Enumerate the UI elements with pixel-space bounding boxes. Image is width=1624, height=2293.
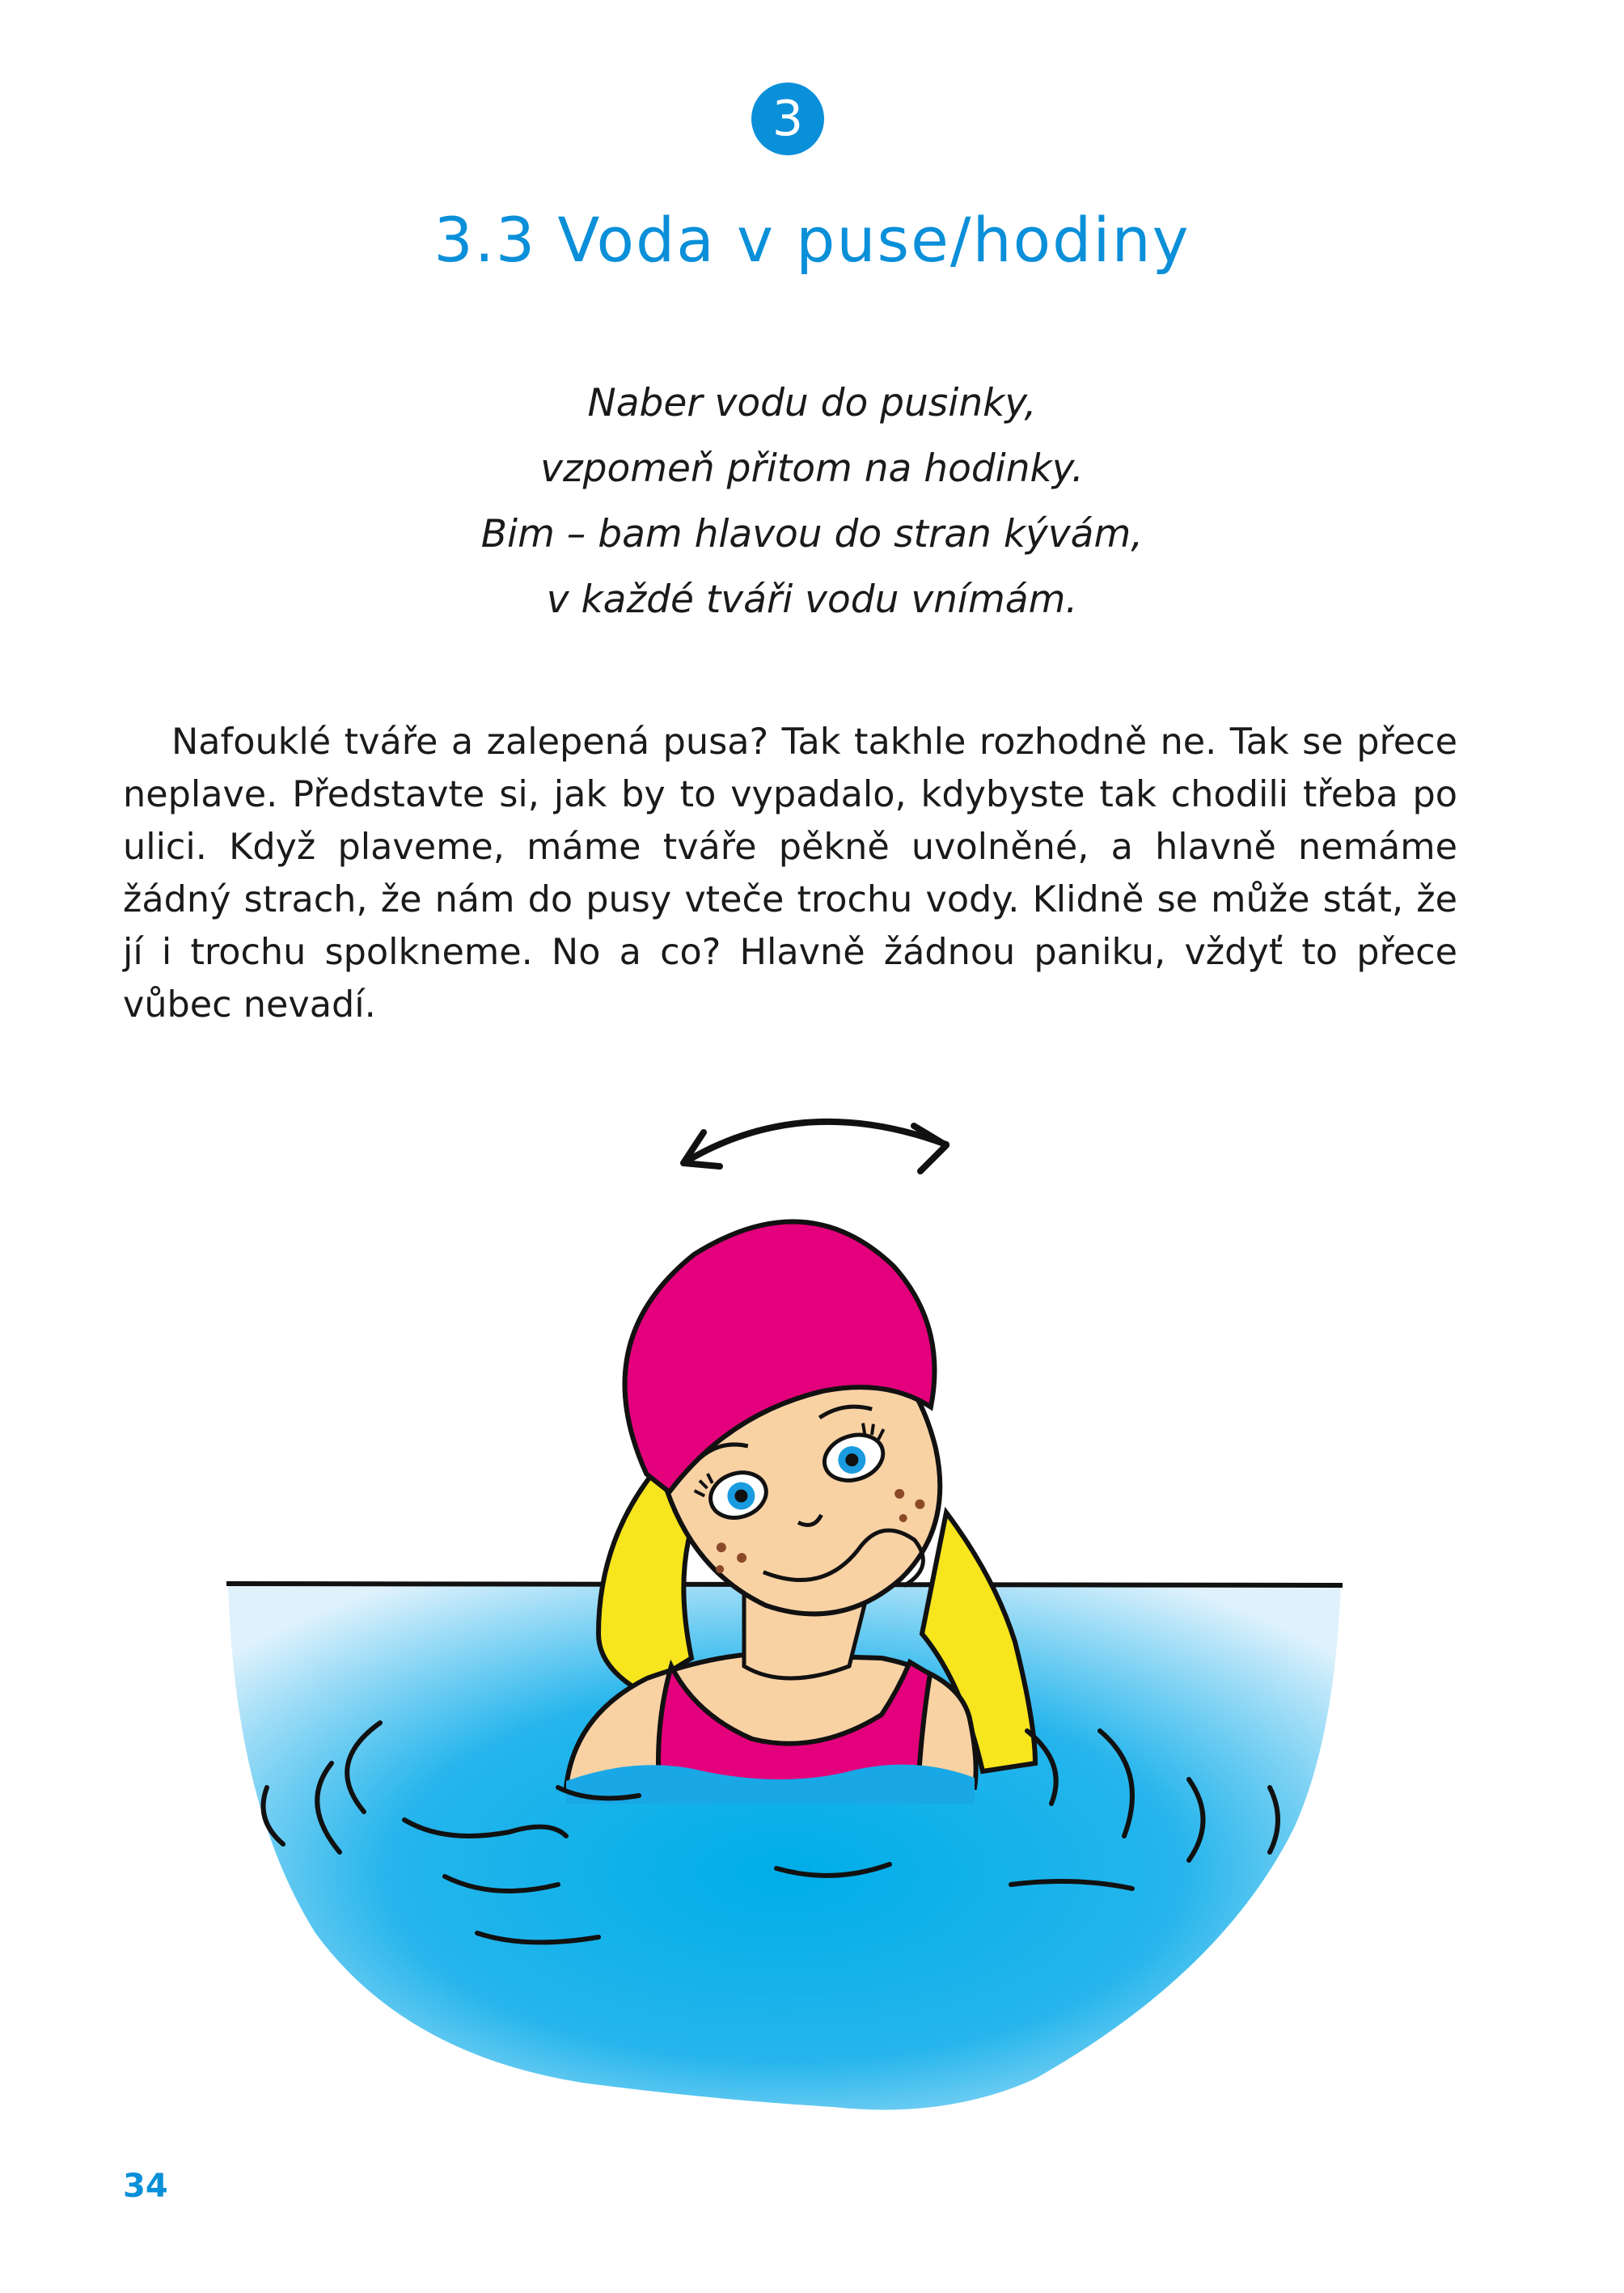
swimmer-illustration bbox=[218, 1076, 1351, 2127]
poem-line: Bim – bam hlavou do stran kývám, bbox=[480, 512, 1144, 556]
poem bbox=[0, 370, 1624, 632]
poem-line: Naber vodu do pusinky, bbox=[587, 381, 1037, 425]
body-paragraph: Nafouklé tváře a zalepená pusa? Tak takhle rozhodně ne. Tak se přece neplave. Představte si, jak by to vypadalo, kdybyste tak chodili třeba po ulici. Když plaveme, máme tváře pěkně uvolněné, a hlavně nemáme žádný strach, že nám do pusy vteče trochu vody. Klidně se může stát, že jí i trochu spolkneme. No a co? Hlavně žádnou paniku, vždyť to přece vůbec nevadí. bbox=[123, 721, 1457, 1026]
page-number: 34 bbox=[123, 2168, 168, 2205]
poem-line: vzpomeň přitom na hodinky. bbox=[540, 446, 1084, 491]
rotation-arrow-icon bbox=[683, 1122, 946, 1171]
chapter-number-badge: 3 bbox=[751, 82, 824, 155]
poem-line: v každé tváři vodu vnímám. bbox=[546, 577, 1078, 622]
section-title: 3.3 Voda v puse/hodiny bbox=[433, 204, 1191, 276]
